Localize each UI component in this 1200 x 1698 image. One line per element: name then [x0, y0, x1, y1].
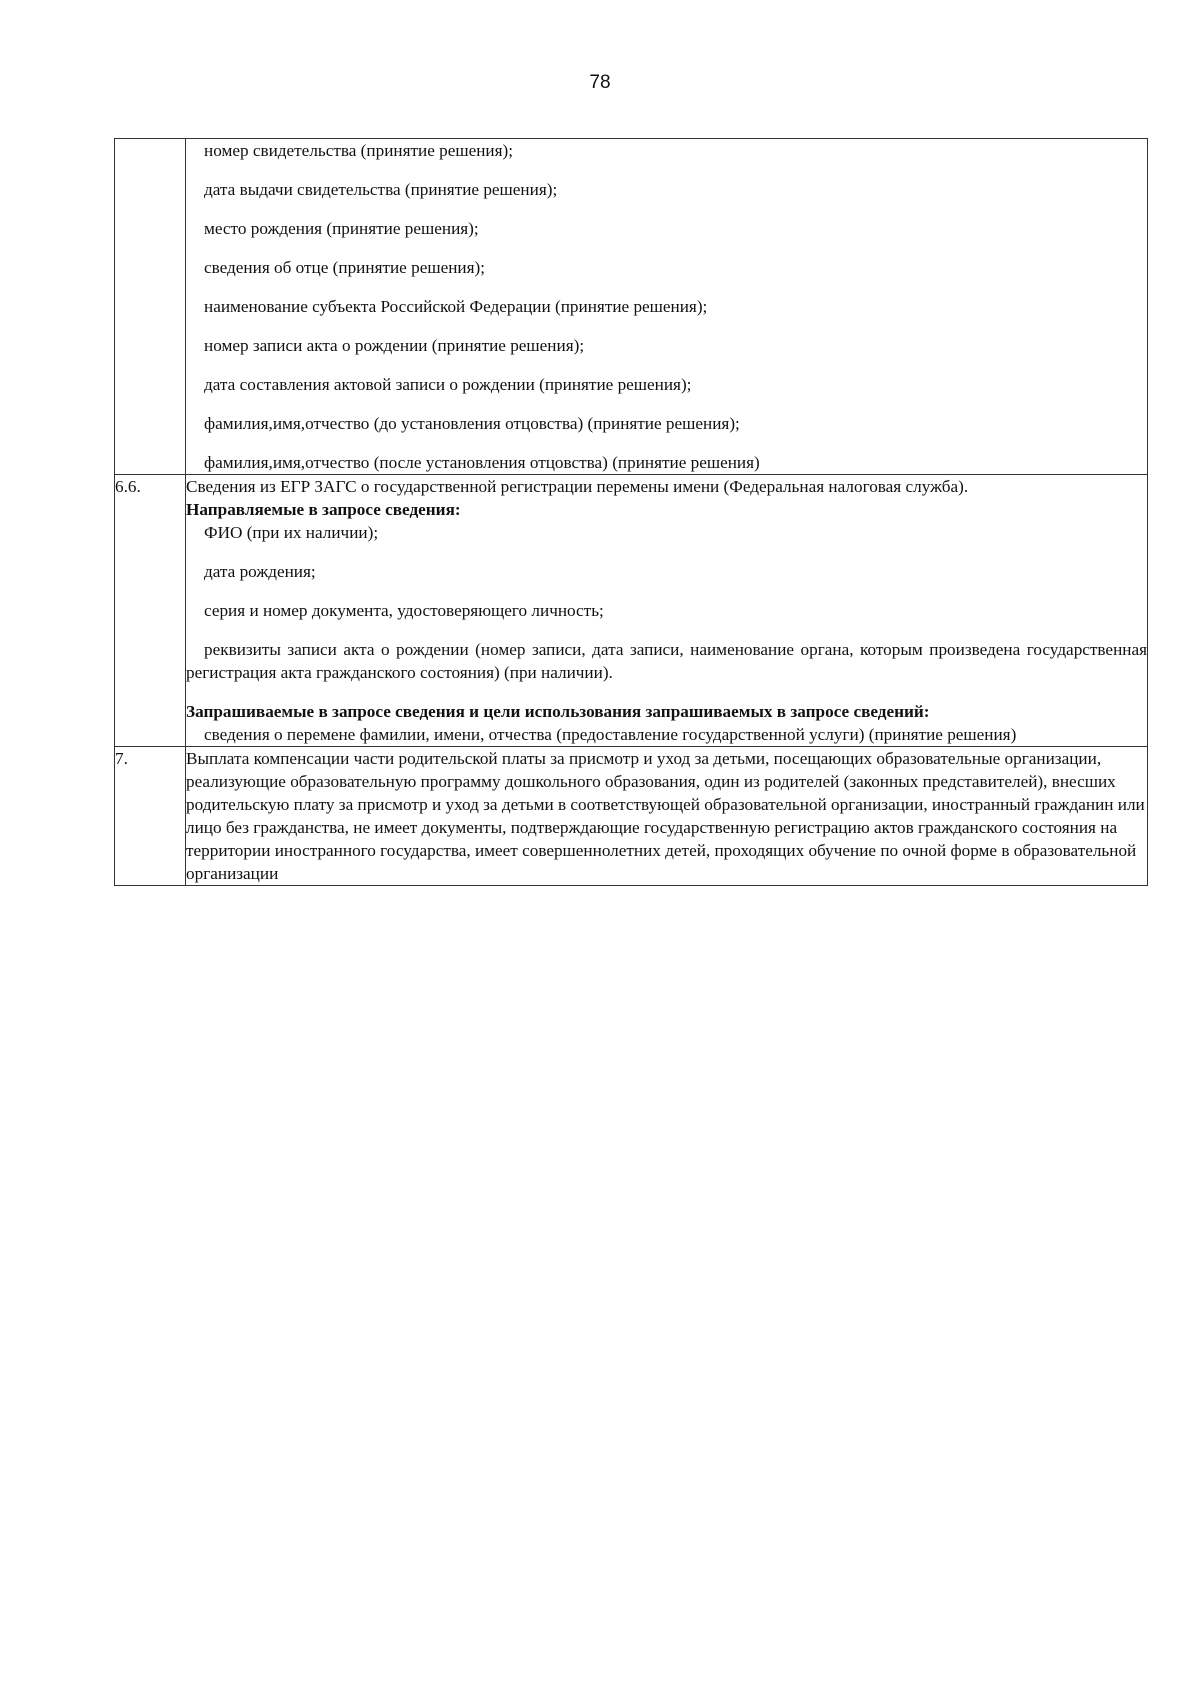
page-number: 78: [589, 72, 611, 93]
list-item: фамилия,имя,отчество (до установления отцовства) (принятие решения);: [204, 414, 740, 433]
list-item: серия и номер документа, удостоверяющего личность;: [204, 601, 604, 620]
table-row: [115, 139, 1148, 475]
list-item: сведения об отце (принятие решения);: [204, 258, 485, 277]
list-item: наименование субъекта Российской Федерации (принятие решения);: [204, 297, 708, 316]
list-item: номер свидетельства (принятие решения);: [204, 141, 514, 160]
requested-data-text: сведения о перемене фамилии, имени, отчества (предоставление государственной услуги) (принятие решения): [204, 725, 1017, 744]
row-number-cell: 7.: [115, 747, 186, 886]
row-content-cell: [186, 747, 1148, 886]
list-item: дата выдачи свидетельства (принятие решения);: [204, 180, 558, 199]
table-row: [115, 747, 1148, 886]
row-content-cell: [186, 475, 1148, 747]
sent-data-heading: Направляемые в запросе сведения:: [186, 500, 461, 519]
requested-data-heading: Запрашиваемые в запросе сведения и цели использования запрашиваемых в запросе сведений:: [186, 702, 930, 721]
list-item: дата составления актовой записи о рождении (принятие решения);: [204, 375, 692, 394]
list-item: номер записи акта о рождении (принятие решения);: [204, 336, 585, 355]
list-item: место рождения (принятие решения);: [204, 219, 479, 238]
table-row: [115, 475, 1148, 747]
list-item: реквизиты записи акта о рождении (номер записи, дата записи, наименование органа, которым произведена государственная регистрация акта гражданского состояния) (при наличии).: [186, 640, 1147, 682]
list-item: ФИО (при их наличии);: [204, 523, 379, 542]
list-item: дата рождения;: [204, 562, 316, 581]
document-table: [114, 138, 1148, 886]
row-intro-text: Сведения из ЕГР ЗАГС о государственной регистрации перемены имени (Федеральная налоговая служба).: [186, 477, 969, 496]
service-description: Выплата компенсации части родительской платы за присмотр и уход за детьми, посещающих образовательные организации, реализующие образовательную программу дошкольного образования, один из родителей (законных представителей), внесших родительскую плату за присмотр и уход за детьми в соответствующей образовательной организации, иностранный гражданин или лицо без гражданства, не имеет документы, подтверждающие государственную регистрацию актов гражданского состояния на территории иностранного государства, имеет совершеннолетних детей, проходящих обучение по очной форме в образовательной организации: [186, 749, 1145, 883]
list-item: фамилия,имя,отчество (после установления отцовства) (принятие решения): [204, 453, 760, 472]
row-content-cell: [186, 139, 1148, 475]
row-number-cell: 6.6.: [115, 475, 186, 747]
row-number-cell: [115, 139, 186, 475]
